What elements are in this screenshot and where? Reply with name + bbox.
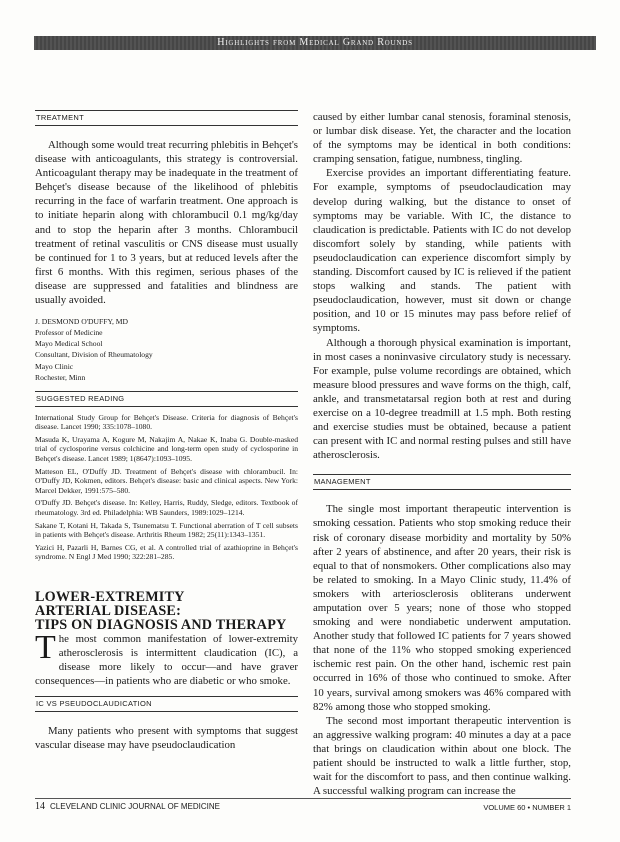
footer-left — [35, 801, 220, 812]
author-block — [35, 316, 298, 383]
lead-paragraph — [35, 629, 298, 688]
reference-item: Matteson EL, O'Duffy JD. Treatment of Behçet's disease with chlorambucil. In: O'Duffy JD, Kokmen, editors. Behçet's disease: basic and clinical aspects. New York: Marcel Dekker, 1991:575–580. — [35, 466, 298, 495]
author-line: Consultant, Division of Rheumatology — [35, 350, 153, 360]
journal-name: CLEVELAND CLINIC JOURNAL OF MEDICINE — [50, 802, 220, 811]
author-line: Professor of Medicine — [35, 328, 103, 338]
management-heading: MANAGEMENT — [313, 475, 571, 490]
reference-item: International Study Group for Behçet's Disease. Criteria for diagnosis of Behçet's disease. Lancet 1990; 335:1078–1080. — [35, 412, 298, 432]
article-title — [35, 590, 298, 632]
left-column — [35, 110, 298, 753]
author-line: Mayo Clinic — [35, 361, 74, 371]
page-number: 14 — [35, 801, 45, 812]
ic-vs-pseudoclaudication-heading: IC VS PSEUDOCLAUDICATION — [35, 697, 298, 712]
author-name: J. DESMOND O'DUFFY, MD — [35, 317, 129, 327]
author-line: Mayo Medical School — [35, 339, 103, 349]
suggested-reading-heading: SUGGESTED READING — [35, 392, 298, 407]
body-paragraph: The second most important therapeutic intervention is an aggressive walking program: 40 minutes a day at a pace that brings on claudication within about one block. The patient should be instructed to walk a little further, stop, wait for the discomfort to pass, and then continue walking. A successful walking program can increase the — [313, 714, 571, 798]
article-title-line: LOWER-EXTREMITY — [35, 589, 185, 605]
reference-list — [35, 413, 298, 562]
body-paragraph: Although a thorough physical examination is important, in most cases a noninvasive circulatory study is necessary. For example, pulse volume recordings are obtained, which measure blood pressures and wave forms on the thigh, calf, ankle, and transmetatarsal region both at rest and during exercise on a 10-degree treadmill at 1.5 mph. Both resting and exercise studies must be obtained, because a patient can present with IC and normal resting pulses and still have atherosclerosis. — [313, 336, 571, 462]
body-paragraph: The single most important therapeutic intervention is smoking cessation. Patients who stop smoking reduce their risk of coronary disease morbidity and mortality by 50% after 2 years of abstinence, and after 20 years, their risk is equal to that of nonsmokers. Other complications also may be related to smoking. In a Mayo Clinic study, 11.4% of smokers with arteriosclerosis obliterans underwent amputation over 5 years; none of those who stopped smoking and were nondiabetic underwent amputation. Another study that followed IC patients for 7 years showed that none of the 11% who stopped smoking experienced ischemic rest pain. On the other hand, ischemic rest pain occurred in 16% of those who continued to smoke. After 10 years, survival among smokers was 46% compared with 82% among those who stopped smoking. — [313, 503, 571, 713]
right-column — [313, 110, 571, 798]
volume-number: VOLUME 60 • NUMBER 1 — [483, 803, 571, 812]
lead-text: he most common manifestation of lower-extremity atherosclerosis is intermittent claudication (IC), a disease more likely to occur—and have graver consequences—in patients who are diabetic or who smoke. — [35, 633, 298, 688]
treatment-heading: TREATMENT — [35, 111, 298, 126]
footer-divider — [35, 798, 571, 799]
reference-item: O'Duffy JD. Behçet's disease. In: Kelley, Harris, Ruddy, Sledge, editors. Textbook of rheumatology. 3rd ed. Philadelphia: WB Saunders, 1989:1029–1214. — [35, 498, 298, 518]
section-banner — [34, 36, 596, 50]
article-title-line: TIPS ON DIAGNOSIS AND THERAPY — [35, 617, 287, 633]
body-paragraph: Exercise provides an important differentiating feature. For example, symptoms of pseudoclaudication may develop during walking, but the distance to onset of symptoms may be variable. With IC, the distance to claudication is predictable. Patients with IC do not develop discomfort solely by standing, while patients with pseudoclaudication can experience discomfort simply by standing. Discomfort caused by IC is relieved if the patient stops walking and stands. The patient with pseudoclaudication, however, must sit down or change position, and 10 or 15 minutes may pass before relief of symptoms. — [313, 167, 571, 335]
reference-item: Yazici H, Pazarli H, Barnes CG, et al. A controlled trial of azathioprine in Behçet's syndrome. N Engl J Med 1990; 322:281–285. — [35, 542, 298, 562]
drop-cap: T — [35, 629, 56, 666]
author-line: Rochester, Minn — [35, 372, 86, 382]
banner-title: Highlights from Medical Grand Rounds — [217, 37, 413, 48]
spacer — [313, 462, 571, 474]
article-title-line: ARTERIAL DISEASE: — [35, 603, 182, 619]
treatment-paragraph: Although some would treat recurring phlebitis in Behçet's disease with anticoagulants, this strategy is controversial. Anticoagulant therapy may be inadequate in the treatment of Behçet's disease because of the likelihood of phlebitis recurring in the face of warfarin treatment. One approach is to initiate heparin along with chlorambucil 0.1 mg/kg/day and to stop the heparin after 3 months. Chlorambucil treatment of retinal vasculitis or CNS disease must usually be continued for 1 to 3 years, but at reduced levels after the first 6 months. With this regimen, serious phases of the disease are suppressed and fatalities and blindness are usually avoided. — [35, 139, 298, 307]
reference-item: Masuda K, Urayama A, Kogure M, Nakajim A, Nakae K, Inaba G. Double-masked trial of cyclosporine versus colchicine and long-term open study of cyclosporine in Behçet's disease. Lancet 1989; 1(8647):1093–1095. — [35, 434, 298, 464]
reference-item: Sakane T, Kotani H, Takada S, Tsunematsu T. Functional aberration of T cell subsets in patients with Behçet's disease. Arthritis Rheum 1982; 25(11):1343–1351. — [35, 520, 298, 540]
ic-paragraph: Many patients who present with symptoms that suggest vascular disease may have pseudoclaudication — [35, 725, 298, 752]
body-paragraph: caused by either lumbar canal stenosis, foraminal stenosis, or lumbar disk disease. Yet, the character and the location of the symptoms may be identical in both conditions: cramping sensation, fatigue, numbness, tingling. — [313, 111, 571, 166]
